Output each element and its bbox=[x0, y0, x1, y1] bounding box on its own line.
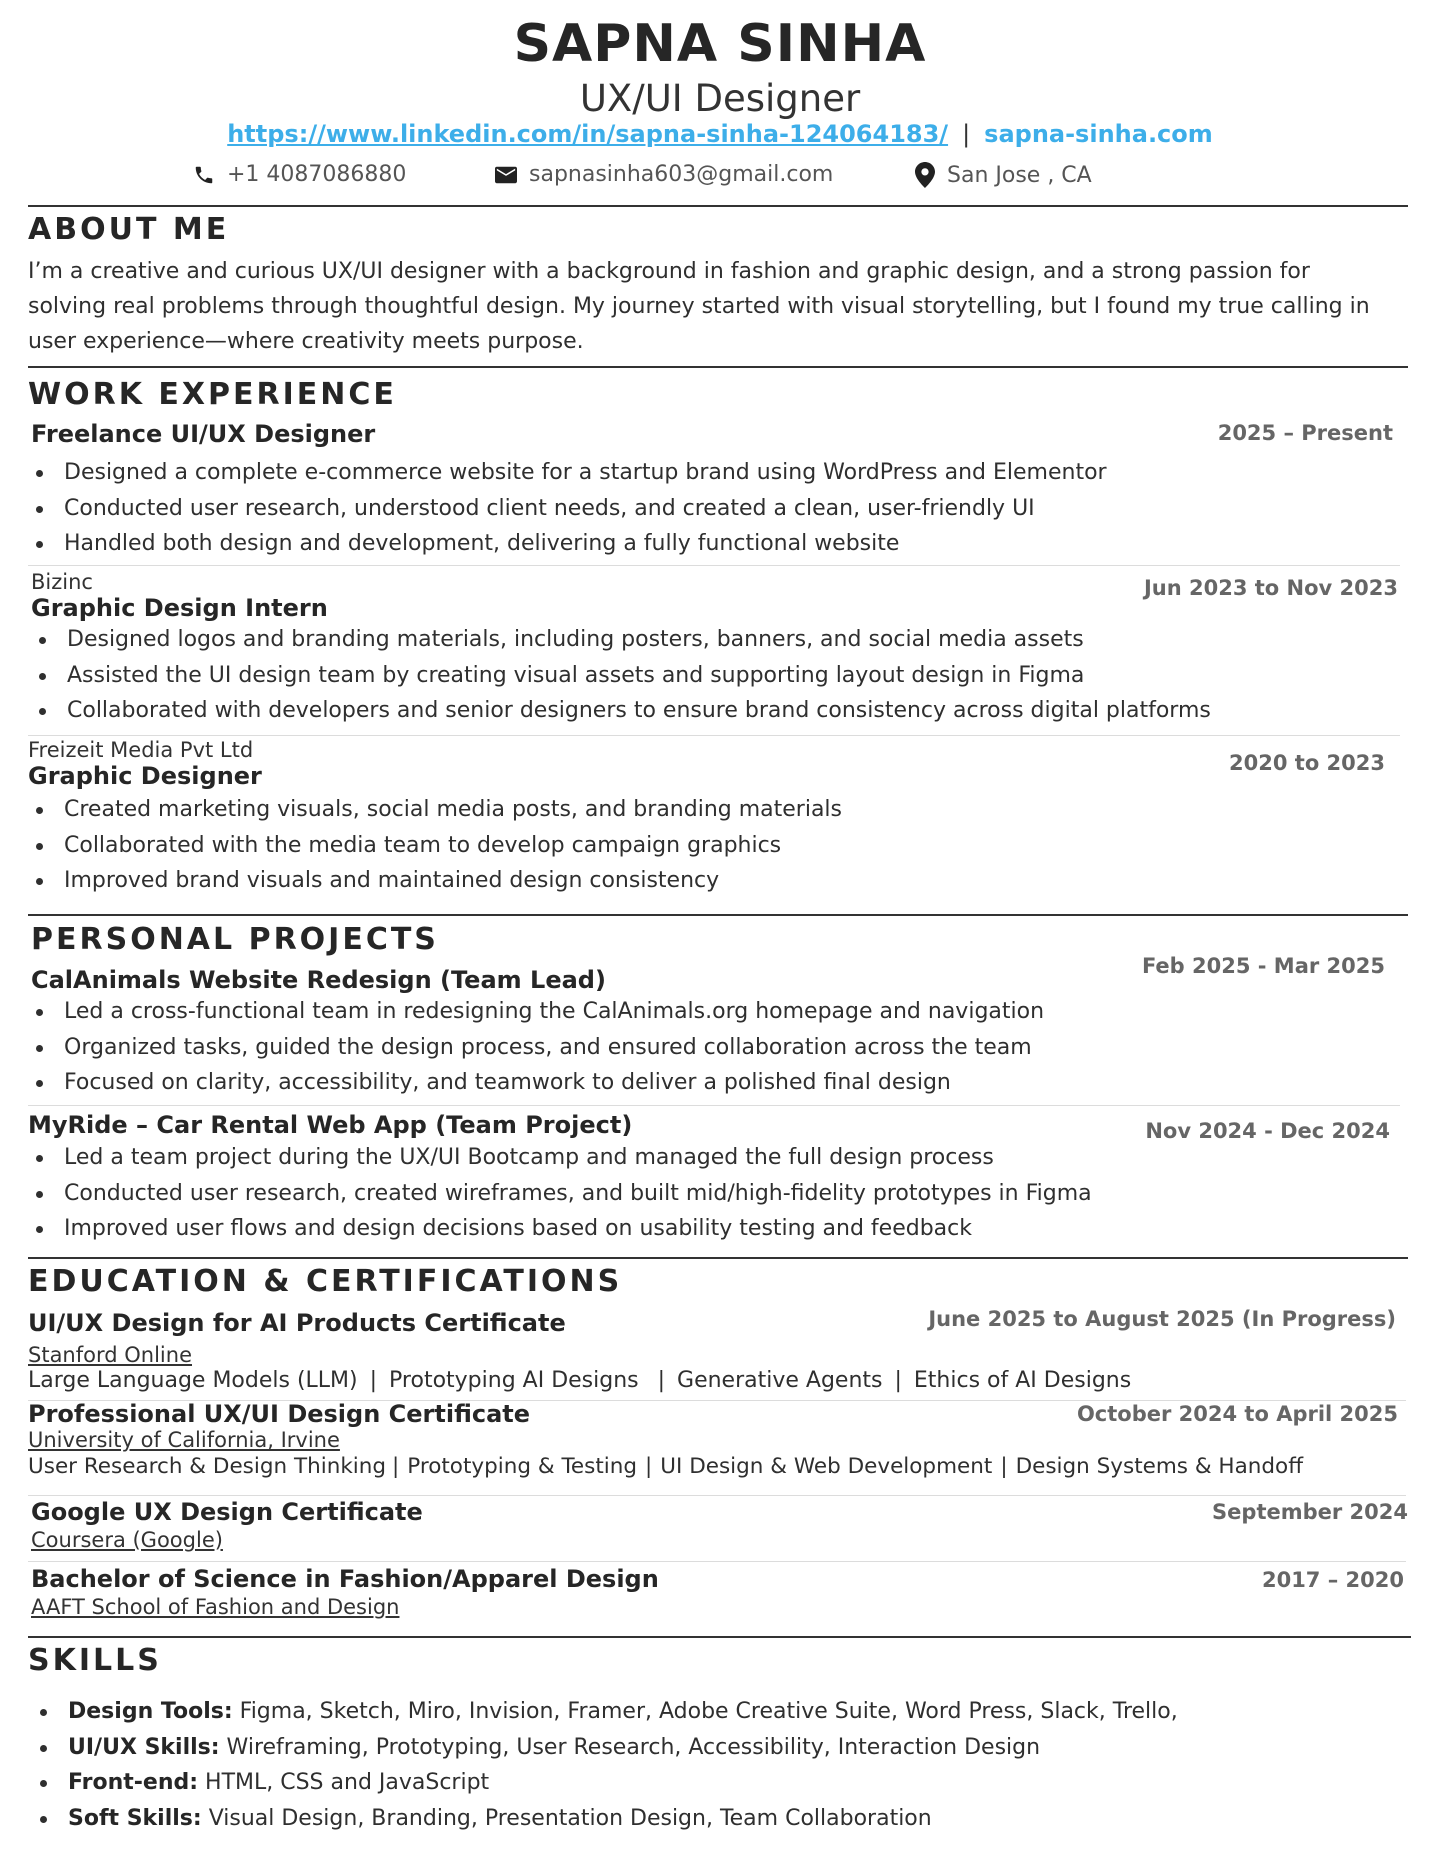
skill-value: Visual Design, Branding, Presentation Design, Team Collaboration bbox=[201, 1805, 932, 1831]
list-item: Led a team project during the UX/UI Bootcamp and managed the full design process bbox=[28, 1140, 1092, 1176]
skill-value: HTML, CSS and JavaScript bbox=[198, 1770, 490, 1795]
divider bbox=[28, 1636, 1411, 1638]
divider bbox=[28, 914, 1408, 916]
job-bullets bbox=[28, 455, 1107, 562]
website-link[interactable]: sapna-sinha.com bbox=[984, 120, 1213, 148]
job-title: Graphic Designer bbox=[28, 762, 262, 790]
about-text bbox=[28, 254, 1418, 359]
about-heading: ABOUT ME bbox=[28, 212, 230, 247]
location-text: San Jose , CA bbox=[947, 162, 1092, 188]
list-item: Handled both design and development, delivering a fully functional website bbox=[28, 526, 1107, 562]
list-item: Designed logos and branding materials, including posters, banners, and social media assets bbox=[31, 622, 1211, 658]
topic: Prototyping AI Designs bbox=[389, 1368, 639, 1393]
email-text[interactable]: sapnasinha603@gmail.com bbox=[529, 162, 834, 187]
about-line: user experience—where creativity meets purpose. bbox=[28, 329, 584, 354]
divider bbox=[28, 1561, 1406, 1562]
project-dates: Nov 2024 - Dec 2024 bbox=[1145, 1119, 1390, 1143]
skill-label: Front-end: bbox=[68, 1770, 199, 1795]
project-title: CalAnimals Website Redesign (Team Lead) bbox=[31, 966, 606, 994]
list-item: Assisted the UI design team by creating visual assets and supporting layout design in Figma bbox=[31, 658, 1211, 694]
job-company: Freizeit Media Pvt Ltd bbox=[28, 738, 254, 762]
list-item: Designed a complete e-commerce website for a startup brand using WordPress and Elementor bbox=[28, 455, 1107, 491]
job-dates: 2025 – Present bbox=[1217, 421, 1393, 445]
education-school[interactable]: Coursera (Google) bbox=[31, 1528, 223, 1552]
skill-value: Figma, Sketch, Miro, Invision, Framer, Adobe Creative Suite, Word Press, Slack, Trello, bbox=[232, 1699, 1178, 1724]
link-separator: | bbox=[962, 120, 971, 148]
phone-contact bbox=[193, 162, 406, 187]
list-item: Conducted user research, understood client needs, and created a clean, user-friendly UI bbox=[28, 491, 1107, 527]
list-item: Improved brand visuals and maintained design consistency bbox=[28, 863, 842, 899]
divider bbox=[28, 565, 1400, 566]
list-item: Created marketing visuals, social media posts, and branding materials bbox=[28, 792, 842, 828]
education-dates: September 2024 bbox=[1212, 1500, 1408, 1524]
list-item: Organized tasks, guided the design process, and ensured collaboration across the team bbox=[28, 1030, 1044, 1066]
project-dates: Feb 2025 - Mar 2025 bbox=[1141, 954, 1385, 978]
divider bbox=[28, 1105, 1400, 1106]
projects-heading: PERSONAL PROJECTS bbox=[31, 922, 439, 957]
job-title: Freelance UI/UX Designer bbox=[31, 420, 376, 448]
topic: Ethics of AI Designs bbox=[913, 1368, 1132, 1393]
list-item bbox=[32, 1694, 1178, 1730]
list-item: Improved user flows and design decisions based on usability testing and feedback bbox=[28, 1211, 1092, 1247]
skill-label: Design Tools: bbox=[68, 1699, 233, 1724]
job-title: Graphic Design Intern bbox=[31, 594, 328, 622]
topic: Design Systems & Handoff bbox=[1015, 1454, 1304, 1479]
education-school[interactable]: AAFT School of Fashion and Design bbox=[31, 1595, 400, 1619]
topic: Prototyping & Testing bbox=[407, 1454, 638, 1479]
list-item: Collaborated with the media team to develop campaign graphics bbox=[28, 828, 842, 864]
education-title: Bachelor of Science in Fashion/Apparel Design bbox=[31, 1565, 659, 1593]
about-line: solving real problems through thoughtful design. My journey started with visual storytelling, but I found my true calling in bbox=[28, 294, 1370, 319]
phone-icon bbox=[193, 164, 215, 186]
topic: Large Language Models (LLM) bbox=[28, 1368, 358, 1393]
list-item: Collaborated with developers and senior designers to ensure brand consistency across digital platforms bbox=[31, 693, 1211, 729]
divider bbox=[28, 205, 1408, 207]
job-dates: Jun 2023 to Nov 2023 bbox=[1143, 576, 1398, 600]
list-item: Focused on clarity, accessibility, and teamwork to deliver a polished final design bbox=[28, 1065, 1044, 1101]
education-school[interactable]: University of California, Irvine bbox=[28, 1428, 340, 1452]
education-heading: EDUCATION & CERTIFICATIONS bbox=[28, 1264, 623, 1299]
skill-label: Soft Skills: bbox=[68, 1805, 202, 1831]
location-contact bbox=[915, 162, 1092, 188]
education-title: UI/UX Design for AI Products Certificate bbox=[28, 1309, 566, 1337]
education-dates: June 2025 to August 2025 (In Progress) bbox=[928, 1307, 1396, 1331]
list-item: Conducted user research, created wireframes, and built mid/high-fidelity prototypes in Figma bbox=[28, 1176, 1092, 1212]
job-bullets bbox=[28, 792, 842, 899]
course-topics: Large Language Models (LLM) | Prototyping AI Designs | Generative Agents | Ethics of AI Designs bbox=[28, 1368, 1132, 1393]
header-links bbox=[0, 120, 1440, 148]
job-dates: 2020 to 2023 bbox=[1229, 751, 1385, 775]
job-company: Bizinc bbox=[31, 570, 93, 594]
about-line: I’m a creative and curious UX/UI designer with a background in fashion and graphic design, and a strong passion for bbox=[28, 259, 1310, 284]
resume-role: UX/UI Designer bbox=[579, 77, 861, 120]
job-bullets bbox=[31, 622, 1211, 729]
education-title: Google UX Design Certificate bbox=[31, 1498, 423, 1526]
project-title: MyRide – Car Rental Web App (Team Project) bbox=[28, 1111, 633, 1139]
work-heading: WORK EXPERIENCE bbox=[28, 377, 397, 412]
education-dates: October 2024 to April 2025 bbox=[1076, 1402, 1398, 1426]
skills-heading: SKILLS bbox=[28, 1643, 162, 1678]
project-bullets bbox=[28, 1140, 1092, 1247]
topic: UI Design & Web Development bbox=[660, 1454, 993, 1479]
project-bullets bbox=[28, 994, 1044, 1101]
email-contact bbox=[495, 162, 833, 187]
education-school[interactable]: Stanford Online bbox=[28, 1343, 192, 1367]
topic: Generative Agents bbox=[677, 1368, 883, 1393]
linkedin-link[interactable]: https://www.linkedin.com/in/sapna-sinha-124064183/ bbox=[227, 120, 949, 148]
divider bbox=[28, 1257, 1408, 1259]
list-item bbox=[32, 1730, 1178, 1766]
divider bbox=[28, 1495, 1406, 1496]
skills-list bbox=[32, 1694, 1178, 1836]
list-item bbox=[32, 1801, 1178, 1837]
topic: User Research & Design Thinking bbox=[28, 1454, 387, 1479]
course-topics: User Research & Design Thinking | Prototyping & Testing | UI Design & Web Development | Design Systems & Handoff bbox=[28, 1454, 1304, 1479]
divider bbox=[28, 735, 1400, 736]
location-pin-icon bbox=[915, 162, 935, 188]
divider bbox=[28, 366, 1408, 368]
resume-name: SAPNA SINHA bbox=[513, 14, 927, 74]
education-title: Professional UX/UI Design Certificate bbox=[28, 1400, 531, 1428]
phone-text: +1 4087086880 bbox=[227, 162, 407, 187]
skill-value: Wireframing, Prototyping, User Research, Accessibility, Interaction Design bbox=[219, 1734, 1041, 1760]
list-item: Led a cross-functional team in redesigning the CalAnimals.org homepage and navigation bbox=[28, 994, 1044, 1030]
email-icon bbox=[495, 166, 517, 184]
skill-label: UI/UX Skills: bbox=[68, 1734, 220, 1760]
list-item bbox=[32, 1765, 1178, 1801]
education-dates: 2017 – 2020 bbox=[1261, 1568, 1404, 1592]
